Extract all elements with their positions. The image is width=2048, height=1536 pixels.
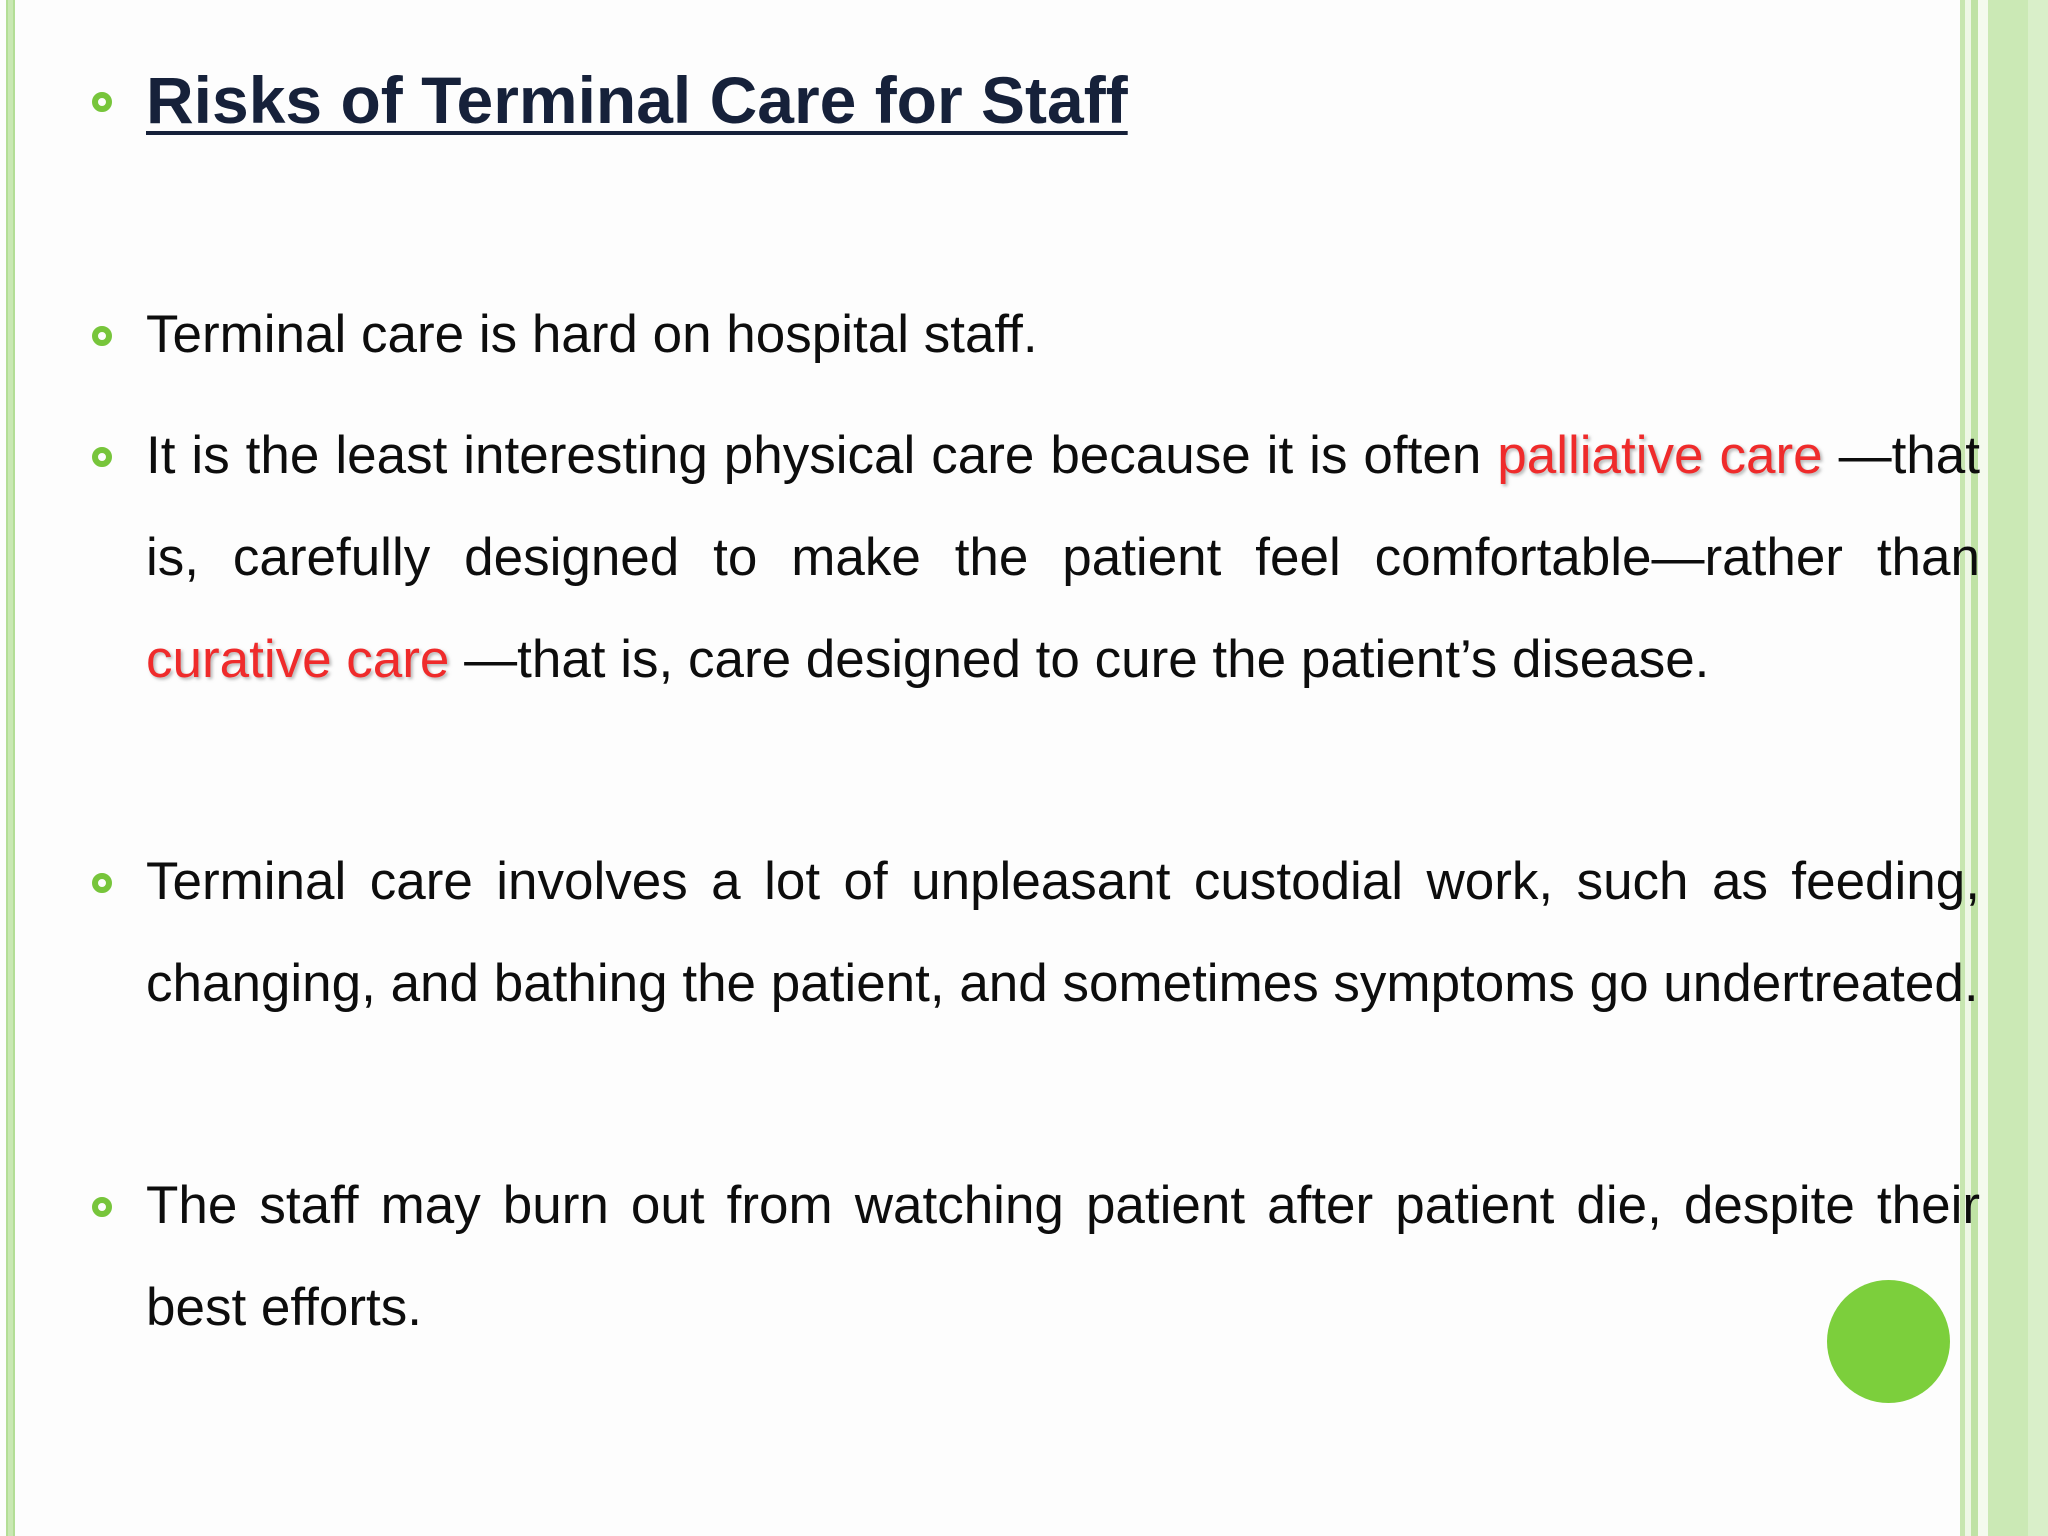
- highlight-palliative-care: palliative care: [1497, 426, 1823, 485]
- left-border-decoration: [6, 0, 15, 1536]
- stripe: [1988, 0, 2028, 1536]
- bullet-2-part-1: It is the least interesting physical care because it is often: [146, 426, 1498, 485]
- bullet-2-part-3: —that is, care designed to cure the patient’s disease.: [449, 630, 1710, 689]
- bullet-2-part-2: —that is, carefully designed to make the patient feel comfortable—rather than: [146, 426, 1980, 587]
- bullet-text-4: The staff may burn out from watching patient after patient die, despite their best efforts.: [146, 1176, 1980, 1337]
- highlight-curative-care: curative care: [146, 630, 450, 689]
- bullet-text-1: Terminal care is hard on hospital staff.: [146, 305, 1038, 364]
- bullet-icon: [92, 326, 112, 346]
- bullet-text-2: [146, 405, 1980, 711]
- bullet-icon: [92, 447, 112, 467]
- slide-title: Risks of Terminal Care for Staff: [146, 63, 1128, 137]
- bullet-icon: [92, 92, 112, 112]
- stripe: [2028, 0, 2048, 1536]
- bullet-icon: [92, 873, 112, 893]
- bullet-text-3: Terminal care involves a lot of unpleasant custodial work, such as feeding, changing, and bathing the patient, and sometimes symptoms go undertreated.: [146, 852, 1980, 1013]
- green-circle-decoration: [1827, 1280, 1950, 1403]
- bullet-icon: [92, 1197, 112, 1217]
